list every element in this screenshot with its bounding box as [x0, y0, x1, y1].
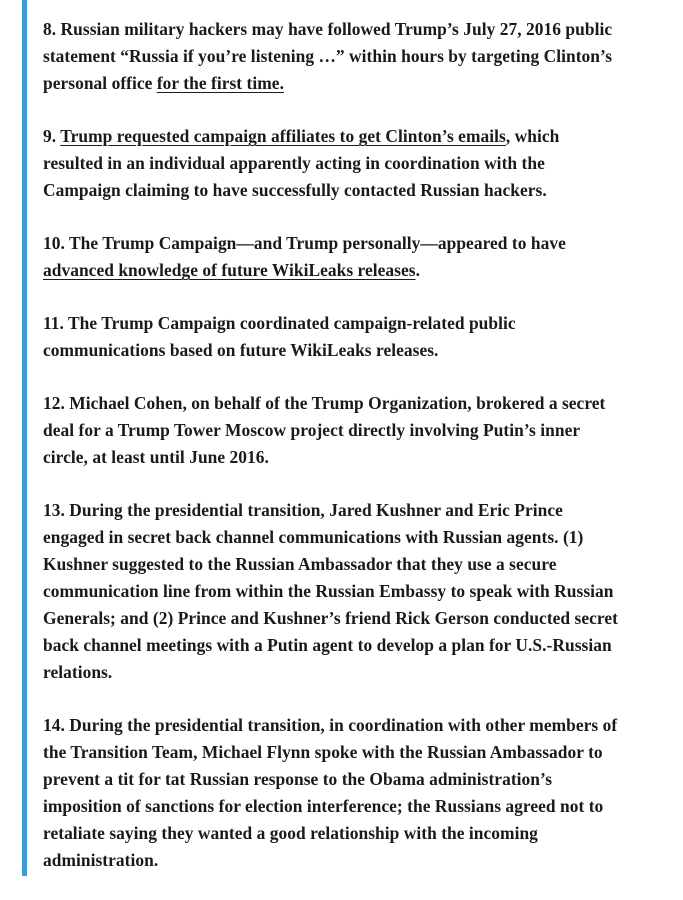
list-item [43, 310, 663, 364]
text-segment: Campaign claiming to have successfully contacted Russian hackers. [43, 180, 547, 200]
inline-link[interactable]: for the first time. [156, 73, 284, 93]
text-segment: 11. The Trump Campaign coordinated campaign-related public [43, 313, 516, 333]
list-item [43, 712, 663, 874]
text-line [43, 177, 663, 204]
text-segment: Kushner suggested to the Russian Ambassador that they use a secure [43, 554, 557, 574]
text-segment: administration. [43, 850, 159, 870]
text-segment: the Transition Team, Michael Flynn spoke with the Russian Ambassador to [43, 742, 603, 762]
text-segment: statement “Russia if you’re listening …” within hours by targeting Clinton’s [43, 46, 613, 66]
text-line [43, 257, 663, 284]
text-segment: imposition of sanctions for election interference; the Russians agreed not to [43, 796, 604, 816]
text-line [43, 551, 663, 578]
text-segment: 12. Michael Cohen, on behalf of the Trump Organization, brokered a secret [43, 393, 606, 413]
numbered-findings-list [43, 16, 663, 900]
text-segment: Generals; and (2) Prince and Kushner’s friend Rick Gerson conducted secret [43, 608, 618, 628]
text-line [43, 230, 663, 257]
text-segment: engaged in secret back channel communications with Russian agents. (1) [43, 527, 584, 547]
text-segment: deal for a Trump Tower Moscow project directly involving Putin’s inner [43, 420, 581, 440]
text-segment: resulted in an individual apparently acting in coordination with the [43, 153, 545, 173]
list-item [43, 123, 663, 204]
text-line [43, 150, 663, 177]
list-item [43, 390, 663, 471]
text-line [43, 417, 663, 444]
text-segment: retaliate saying they wanted a good relationship with the incoming [43, 823, 538, 843]
inline-link[interactable]: Trump requested campaign affiliates to get Clinton’s emails [60, 126, 506, 146]
text-line [43, 16, 663, 43]
text-segment: communications based on future WikiLeaks releases. [43, 340, 439, 360]
text-line [43, 712, 663, 739]
text-line [43, 847, 663, 874]
text-line [43, 337, 663, 364]
text-segment: personal office [43, 73, 157, 93]
text-segment: prevent a tit for tat Russian response to the Obama administration’s [43, 769, 553, 789]
text-line [43, 659, 663, 686]
text-line [43, 605, 663, 632]
text-segment: back channel meetings with a Putin agent to develop a plan for U.S.-Russian [43, 635, 612, 655]
text-segment: relations. [43, 662, 113, 682]
text-segment: 9. [43, 126, 61, 146]
text-segment: communication line from within the Russian Embassy to speak with Russian [43, 581, 614, 601]
inline-link[interactable]: advanced knowledge of future WikiLeaks releases [43, 260, 416, 280]
list-item [43, 497, 663, 686]
text-segment: , which [505, 126, 560, 146]
text-segment: 8. Russian military hackers may have followed Trump’s July 27, 2016 public [43, 19, 613, 39]
text-line [43, 310, 663, 337]
text-line [43, 444, 663, 471]
text-line [43, 497, 663, 524]
text-line [43, 739, 663, 766]
list-item [43, 16, 663, 97]
list-item [43, 230, 663, 284]
text-segment: 10. The Trump Campaign—and Trump personally—appeared to have [43, 233, 566, 253]
text-line [43, 578, 663, 605]
text-line [43, 43, 663, 70]
text-line [43, 820, 663, 847]
text-segment: 14. During the presidential transition, in coordination with other members of [43, 715, 618, 735]
text-segment: . [415, 260, 420, 280]
text-line [43, 632, 663, 659]
text-line [43, 793, 663, 820]
text-line [43, 524, 663, 551]
text-segment: 13. During the presidential transition, Jared Kushner and Eric Prince [43, 500, 563, 520]
text-segment: circle, at least until June 2016. [43, 447, 269, 467]
text-line [43, 390, 663, 417]
text-line [43, 123, 663, 150]
text-line [43, 766, 663, 793]
text-line [43, 70, 663, 97]
